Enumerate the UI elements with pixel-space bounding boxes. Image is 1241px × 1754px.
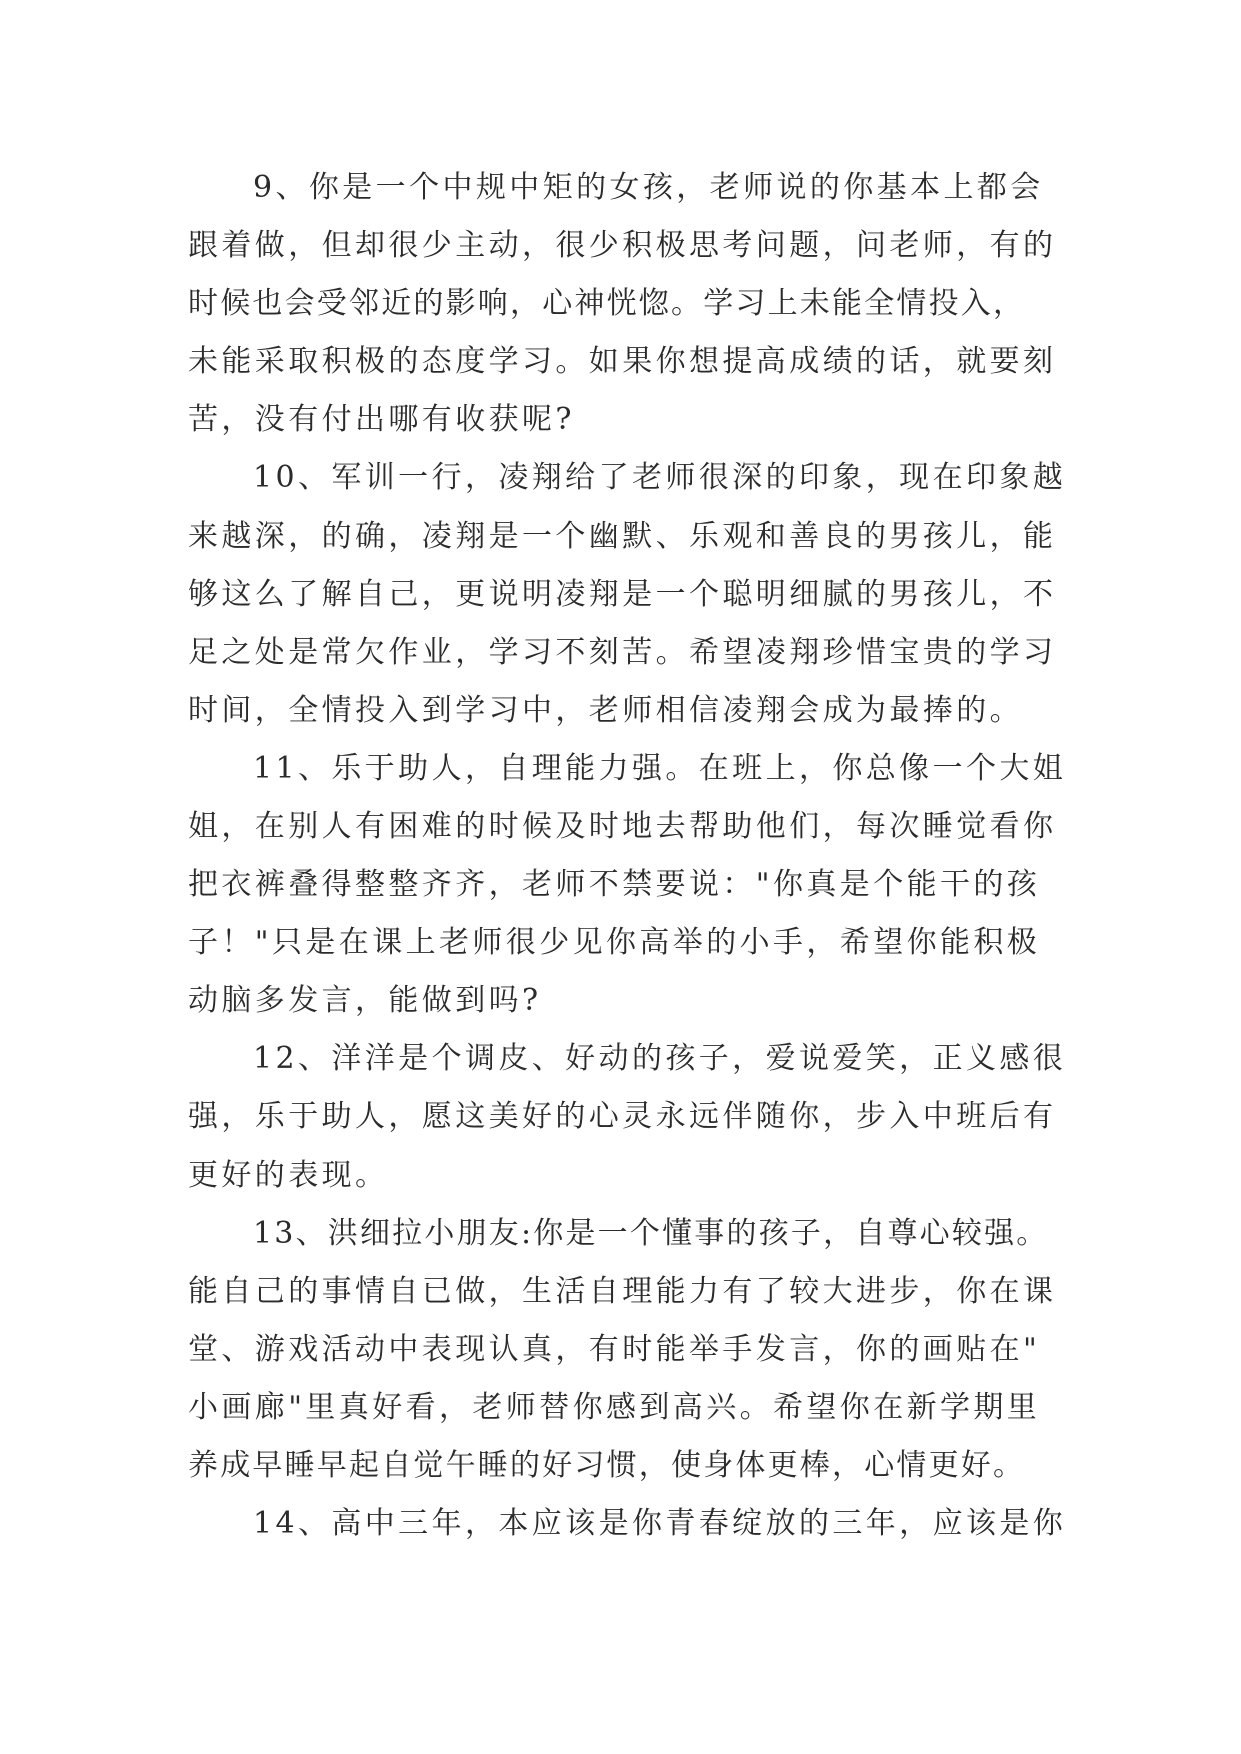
paragraph-11-line-4: 子！"只是在课上老师很少见你高举的小手，希望你能积极 [188,925,1041,960]
paragraph-10-line-1: 10、军训一行，凌翔给了老师很深的印象，现在印象越 [253,460,1067,495]
paragraph-9-line-4: 未能采取积极的态度学习。如果你想提高成绩的话，就要刻 [188,344,1057,379]
paragraph-13-line-1: 13、洪细拉小朋友:你是一个懂事的孩子，自尊心较强。 [253,1216,1049,1251]
paragraph-11-line-5: 动脑多发言，能做到吗? [188,983,542,1018]
paragraph-10-line-3: 够这么了解自己，更说明凌翔是一个聪明细腻的男孩儿，不 [188,577,1057,612]
paragraph-12-line-1: 12、洋洋是个调皮、好动的孩子，爱说爱笑，正义感很 [253,1041,1067,1076]
paragraph-11-line-3: 把衣裤叠得整整齐齐，老师不禁要说："你真是个能干的孩 [188,867,1041,902]
paragraph-10-line-5: 时间，全情投入到学习中，老师相信凌翔会成为最捧的。 [188,693,1023,728]
paragraph-13-line-5: 养成早睡早起自觉午睡的好习惯，使身体更棒，心情更好。 [188,1448,1026,1483]
paragraph-9-line-1: 9、你是一个中规中矩的女孩，老师说的你基本上都会 [253,170,1044,205]
paragraph-11-line-1: 11、乐于助人，自理能力强。在班上，你总像一个大姐 [253,751,1067,786]
paragraph-13-line-4: 小画廊"里真好看，老师替你感到高兴。希望你在新学期里 [188,1390,1041,1425]
paragraph-13-line-3: 堂、游戏活动中表现认真，有时能举手发言，你的画贴在" [188,1332,1041,1367]
paragraph-13-line-2: 能自己的事情自已做，生活自理能力有了较大进步，你在课 [188,1274,1057,1309]
paragraph-10-line-4: 足之处是常欠作业，学习不刻苦。希望凌翔珍惜宝贵的学习 [188,635,1057,670]
paragraph-11-line-2: 姐，在别人有困难的时候及时地去帮助他们，每次睡觉看你 [188,809,1057,844]
paragraph-9-line-5: 苦，没有付出哪有收获呢? [188,402,575,437]
paragraph-14-line-1: 14、高中三年，本应该是你青春绽放的三年，应该是你 [253,1506,1067,1541]
paragraph-12-line-3: 更好的表现。 [188,1158,389,1193]
paragraph-9-line-2: 跟着做，但却很少主动，很少积极思考问题，问老师，有的 [188,228,1057,263]
paragraph-12-line-2: 强，乐于助人，愿这美好的心灵永远伴随你，步入中班后有 [188,1099,1057,1134]
paragraph-9-line-3: 时候也会受邻近的影响，心神恍惚。学习上未能全情投入， [188,286,1026,321]
paragraph-10-line-2: 来越深，的确，凌翔是一个幽默、乐观和善良的男孩儿，能 [188,519,1057,554]
